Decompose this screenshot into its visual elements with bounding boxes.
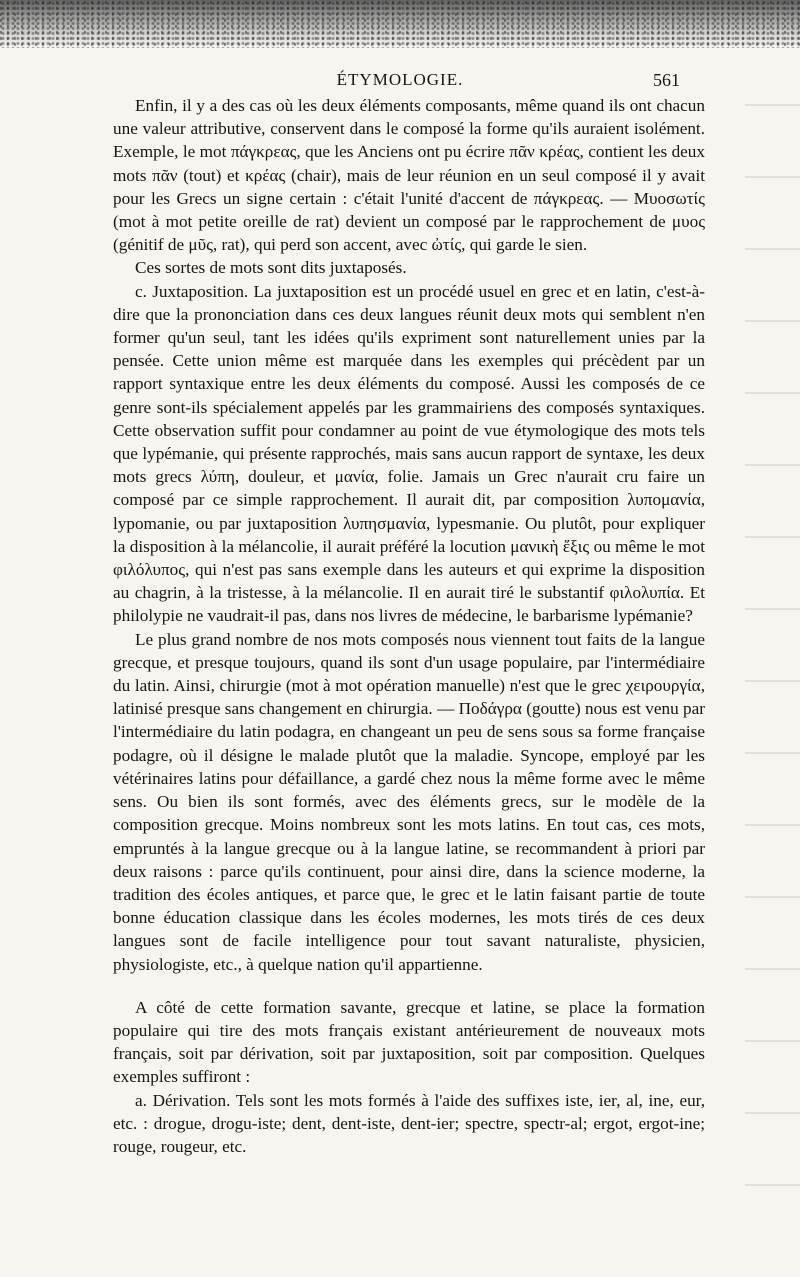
- paragraph-juxtaposition: c. Juxtaposition. La juxtaposition est un procédé usuel en grec et en latin, c'est-à-dire que la prononciation dans ces deux langues réunit deux mots qui semblent n'en former qu'un seul, tant les idées qu'ils expriment sont naturellement unies par la pensée. Cette union même est marquée dans les exemples qui précèdent par un rapport syntaxique entre les deux éléments du composé. Aussi les composés de ce genre sont-ils spécialement appelés par les grammairiens des composés syntaxiques. Cette observation suffit pour condamner au point de vue étymologique des mots tels que lypémanie, qui présente rapprochés, mais sans aucun rapport de syntaxe, les deux mots grecs λύπη, douleur, et μανία, folie. Jamais un Grec n'aurait cru faire un composé par ce simple rapprochement. Il aurait dit, par composition λυπομανία, lypomanie, ou par juxtaposition λυπησμανία, lypesmanie. Ou plutôt, pour expliquer la disposition à la mélancolie, il aurait préféré la locution μανικὴ ἕξις ou même le mot φιλόλυπος, qui n'est pas sans exemple dans les auteurs et qui exprime la disposition au chagrin, à la tristesse, à la mélancolie. Il en aurait tiré le substantif φιλολυπία. Et philolypie ne vaudrait-il pas, dans nos livres de médecine, le barbarisme lypémanie?: [113, 281, 705, 626]
- paragraph-derivation: a. Dérivation. Tels sont les mots formés à l'aide des suffixes iste, ier, al, ine, eur, etc. : drogue, drogu-iste; dent, dent-iste, dent-ier; spectre, spectr-al; ergot, ergot-ine; rouge, rougeur, etc.: [113, 1090, 705, 1156]
- paragraph-mots-composes: Le plus grand nombre de nos mots composés nous viennent tout faits de la langue grecque, et presque toujours, quand ils sont d'un usage populaire, par l'intermédiaire du latin. Ainsi, chirurgie (mot à mot opération manuelle) n'est que le grec χειρουργία, latinisé presque sans changement en chirurgia. — Ποδάγρα (goutte) nous est venu par l'intermédiaire du latin podagra, en changeant un peu de sens sous sa forme française podagre, où il désigne le malade plutôt que la maladie. Syncope, employé par les vétérinaires latins pour défaillance, a gardé chez nous la même forme avec le même sens. Ou bien ils sont formés, avec des éléments grecs, sur le modèle de la composition grecque. Moins nombreux sont les mots latins. En tout cas, ces mots, empruntés à la langue grecque ou à la langue latine, se recommandent à priori par deux raisons : parce qu'ils continuent, pour ainsi dire, dans la science moderne, la tradition des écoles antiques, et parce que, le grec et le latin faisant partie de toute bonne éducation classique dans les écoles modernes, les mots tirés de ces deux langues sont de facile intelligence pour tout savant naturaliste, physicien, physiologiste, etc., à quelque nation qu'il appartienne.: [113, 629, 705, 974]
- paragraph-formation-populaire: A côté de cette formation savante, grecque et latine, se place la formation populaire qui tire des mots français existant antérieurement de nouveaux mots français, soit par dérivation, soit par juxtaposition, soit par composition. Quelques exemples suffiront :: [113, 997, 705, 1087]
- page-number: 561: [653, 70, 680, 90]
- paragraph-enfin: Enfin, il y a des cas où les deux éléments composants, même quand ils ont chacun une valeur attributive, conservent dans le composé la forme qu'ils auraient isolément. Exemple, le mot πάγκρεας, que les Anciens ont pu écrire πᾶν κρέας, contient les deux mots πᾶν (tout) et κρέας (chair), mais de leur réunion en un seul composé il y avait pour les Grecs un signe certain : c'était l'unité d'accent de πάγκρεας. — Μυοσωτίς (mot à mot petite oreille de rat) devient un composé par le rapprochement de μυος (génitif de μῦς, rat), qui perd son accent, avec ὠτίς, qui garde le sien.: [113, 96, 705, 255]
- scan-marks-margin: [745, 60, 800, 1240]
- page-header: [120, 70, 680, 94]
- scan-noise-top: [0, 0, 800, 48]
- running-title: ÉTYMOLOGIE.: [336, 70, 464, 89]
- paragraph-juxtaposes: Ces sortes de mots sont dits juxtaposés.: [135, 258, 407, 278]
- body-text: [113, 94, 705, 1158]
